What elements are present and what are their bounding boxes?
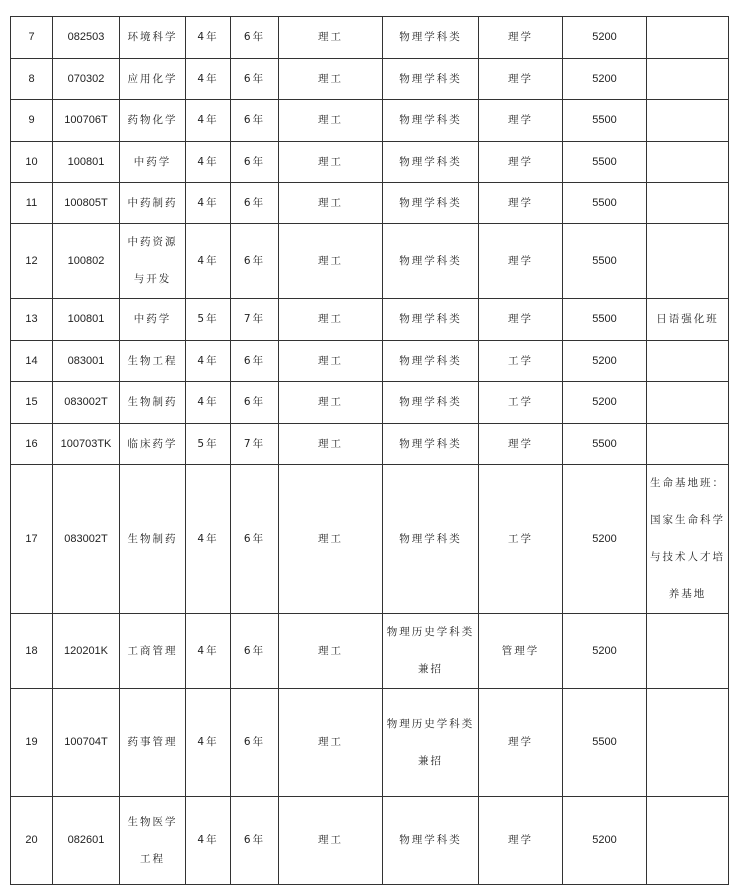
subject-requirement-cell: 物理历史学科类兼招	[383, 614, 479, 689]
table-row	[11, 797, 729, 885]
major-code-cell: 100706T	[53, 100, 120, 142]
major-code-cell: 083002T	[53, 465, 120, 614]
major-code-cell: 100801	[53, 142, 120, 183]
category-cell: 理工	[279, 797, 383, 885]
table-row	[11, 142, 729, 183]
degree-type-cell: 理学	[479, 424, 563, 465]
degree-type-cell: 理学	[479, 100, 563, 142]
row-number-cell: 20	[11, 797, 53, 885]
major-name-cell: 中药资源与开发	[120, 224, 186, 299]
remark-cell: 日语强化班	[647, 299, 729, 341]
table-row	[11, 465, 729, 614]
degree-type-cell: 理学	[479, 59, 563, 100]
max-years-cell: 6年	[231, 59, 279, 100]
row-number-cell: 16	[11, 424, 53, 465]
max-years-cell: 6年	[231, 465, 279, 614]
tuition-fee-cell: 5500	[563, 424, 647, 465]
remark-cell	[647, 797, 729, 885]
major-name-cell: 应用化学	[120, 59, 186, 100]
category-cell: 理工	[279, 382, 383, 424]
remark-cell	[647, 142, 729, 183]
subject-requirement-cell: 物理学科类	[383, 341, 479, 382]
table-row	[11, 614, 729, 689]
remark-cell	[647, 689, 729, 797]
table-row	[11, 100, 729, 142]
subject-requirement-cell: 物理学科类	[383, 299, 479, 341]
remark-cell	[647, 382, 729, 424]
max-years-cell: 6年	[231, 100, 279, 142]
category-cell: 理工	[279, 224, 383, 299]
degree-type-cell: 工学	[479, 382, 563, 424]
remark-cell	[647, 183, 729, 224]
study-years-cell: 4年	[186, 797, 231, 885]
table-row	[11, 183, 729, 224]
degree-type-cell: 管理学	[479, 614, 563, 689]
major-name-cell: 生物制药	[120, 382, 186, 424]
max-years-cell: 6年	[231, 183, 279, 224]
tuition-fee-cell: 5200	[563, 341, 647, 382]
row-number-cell: 9	[11, 100, 53, 142]
row-number-cell: 14	[11, 341, 53, 382]
major-code-cell: 083001	[53, 341, 120, 382]
table-row	[11, 59, 729, 100]
tuition-fee-cell: 5500	[563, 689, 647, 797]
subject-requirement-cell: 物理学科类	[383, 224, 479, 299]
table-row	[11, 424, 729, 465]
tuition-fee-cell: 5500	[563, 100, 647, 142]
major-code-cell: 100704T	[53, 689, 120, 797]
remark-cell	[647, 224, 729, 299]
study-years-cell: 5年	[186, 424, 231, 465]
study-years-cell: 4年	[186, 341, 231, 382]
degree-type-cell: 理学	[479, 224, 563, 299]
major-name-cell: 生物制药	[120, 465, 186, 614]
major-name-cell: 环境科学	[120, 17, 186, 59]
row-number-cell: 13	[11, 299, 53, 341]
row-number-cell: 19	[11, 689, 53, 797]
table-row	[11, 17, 729, 59]
major-code-cell: 100801	[53, 299, 120, 341]
major-name-cell: 中药制药	[120, 183, 186, 224]
study-years-cell: 4年	[186, 142, 231, 183]
category-cell: 理工	[279, 100, 383, 142]
category-cell: 理工	[279, 424, 383, 465]
tuition-fee-cell: 5200	[563, 465, 647, 614]
subject-requirement-cell: 物理历史学科类兼招	[383, 689, 479, 797]
category-cell: 理工	[279, 183, 383, 224]
degree-type-cell: 理学	[479, 142, 563, 183]
table-row	[11, 689, 729, 797]
row-number-cell: 17	[11, 465, 53, 614]
category-cell: 理工	[279, 17, 383, 59]
study-years-cell: 4年	[186, 100, 231, 142]
major-code-cell: 100805T	[53, 183, 120, 224]
tuition-fee-cell: 5500	[563, 142, 647, 183]
subject-requirement-cell: 物理学科类	[383, 424, 479, 465]
major-name-cell: 生物工程	[120, 341, 186, 382]
category-cell: 理工	[279, 465, 383, 614]
degree-type-cell: 理学	[479, 17, 563, 59]
tuition-fee-cell: 5500	[563, 183, 647, 224]
study-years-cell: 4年	[186, 17, 231, 59]
major-code-cell: 070302	[53, 59, 120, 100]
major-code-cell: 100802	[53, 224, 120, 299]
major-name-cell: 工商管理	[120, 614, 186, 689]
row-number-cell: 11	[11, 183, 53, 224]
row-number-cell: 10	[11, 142, 53, 183]
max-years-cell: 6年	[231, 224, 279, 299]
category-cell: 理工	[279, 142, 383, 183]
remark-cell	[647, 424, 729, 465]
study-years-cell: 4年	[186, 59, 231, 100]
tuition-fee-cell: 5200	[563, 797, 647, 885]
major-code-cell: 082503	[53, 17, 120, 59]
study-years-cell: 4年	[186, 614, 231, 689]
table-row	[11, 341, 729, 382]
category-cell: 理工	[279, 299, 383, 341]
study-years-cell: 4年	[186, 382, 231, 424]
degree-type-cell: 理学	[479, 797, 563, 885]
remark-cell	[647, 59, 729, 100]
category-cell: 理工	[279, 59, 383, 100]
study-years-cell: 5年	[186, 299, 231, 341]
max-years-cell: 6年	[231, 689, 279, 797]
major-code-cell: 083002T	[53, 382, 120, 424]
degree-type-cell: 工学	[479, 341, 563, 382]
row-number-cell: 12	[11, 224, 53, 299]
tuition-fee-cell: 5200	[563, 59, 647, 100]
major-name-cell: 临床药学	[120, 424, 186, 465]
tuition-fee-cell: 5500	[563, 224, 647, 299]
major-code-cell: 120201K	[53, 614, 120, 689]
major-name-cell: 中药学	[120, 299, 186, 341]
table-row	[11, 224, 729, 299]
row-number-cell: 15	[11, 382, 53, 424]
major-code-cell: 100703TK	[53, 424, 120, 465]
subject-requirement-cell: 物理学科类	[383, 183, 479, 224]
table-row	[11, 382, 729, 424]
remark-cell	[647, 17, 729, 59]
major-name-cell: 中药学	[120, 142, 186, 183]
max-years-cell: 6年	[231, 341, 279, 382]
tuition-fee-cell: 5200	[563, 382, 647, 424]
category-cell: 理工	[279, 341, 383, 382]
tuition-fee-cell: 5500	[563, 299, 647, 341]
subject-requirement-cell: 物理学科类	[383, 142, 479, 183]
degree-type-cell: 理学	[479, 299, 563, 341]
remark-cell	[647, 100, 729, 142]
study-years-cell: 4年	[186, 224, 231, 299]
degree-type-cell: 理学	[479, 689, 563, 797]
category-cell: 理工	[279, 689, 383, 797]
max-years-cell: 7年	[231, 299, 279, 341]
row-number-cell: 8	[11, 59, 53, 100]
majors-table	[10, 16, 729, 885]
remark-cell: 生命基地班：国家生命科学与技术人才培养基地	[647, 465, 729, 614]
major-name-cell: 药物化学	[120, 100, 186, 142]
max-years-cell: 6年	[231, 17, 279, 59]
study-years-cell: 4年	[186, 689, 231, 797]
row-number-cell: 7	[11, 17, 53, 59]
remark-cell	[647, 341, 729, 382]
major-name-cell: 生物医学工程	[120, 797, 186, 885]
study-years-cell: 4年	[186, 183, 231, 224]
subject-requirement-cell: 物理学科类	[383, 59, 479, 100]
degree-type-cell: 理学	[479, 183, 563, 224]
max-years-cell: 6年	[231, 614, 279, 689]
table-row	[11, 299, 729, 341]
degree-type-cell: 工学	[479, 465, 563, 614]
max-years-cell: 7年	[231, 424, 279, 465]
category-cell: 理工	[279, 614, 383, 689]
major-name-cell: 药事管理	[120, 689, 186, 797]
study-years-cell: 4年	[186, 465, 231, 614]
tuition-fee-cell: 5200	[563, 17, 647, 59]
subject-requirement-cell: 物理学科类	[383, 465, 479, 614]
remark-cell	[647, 614, 729, 689]
max-years-cell: 6年	[231, 142, 279, 183]
tuition-fee-cell: 5200	[563, 614, 647, 689]
subject-requirement-cell: 物理学科类	[383, 797, 479, 885]
max-years-cell: 6年	[231, 797, 279, 885]
subject-requirement-cell: 物理学科类	[383, 17, 479, 59]
subject-requirement-cell: 物理学科类	[383, 100, 479, 142]
major-code-cell: 082601	[53, 797, 120, 885]
row-number-cell: 18	[11, 614, 53, 689]
max-years-cell: 6年	[231, 382, 279, 424]
subject-requirement-cell: 物理学科类	[383, 382, 479, 424]
